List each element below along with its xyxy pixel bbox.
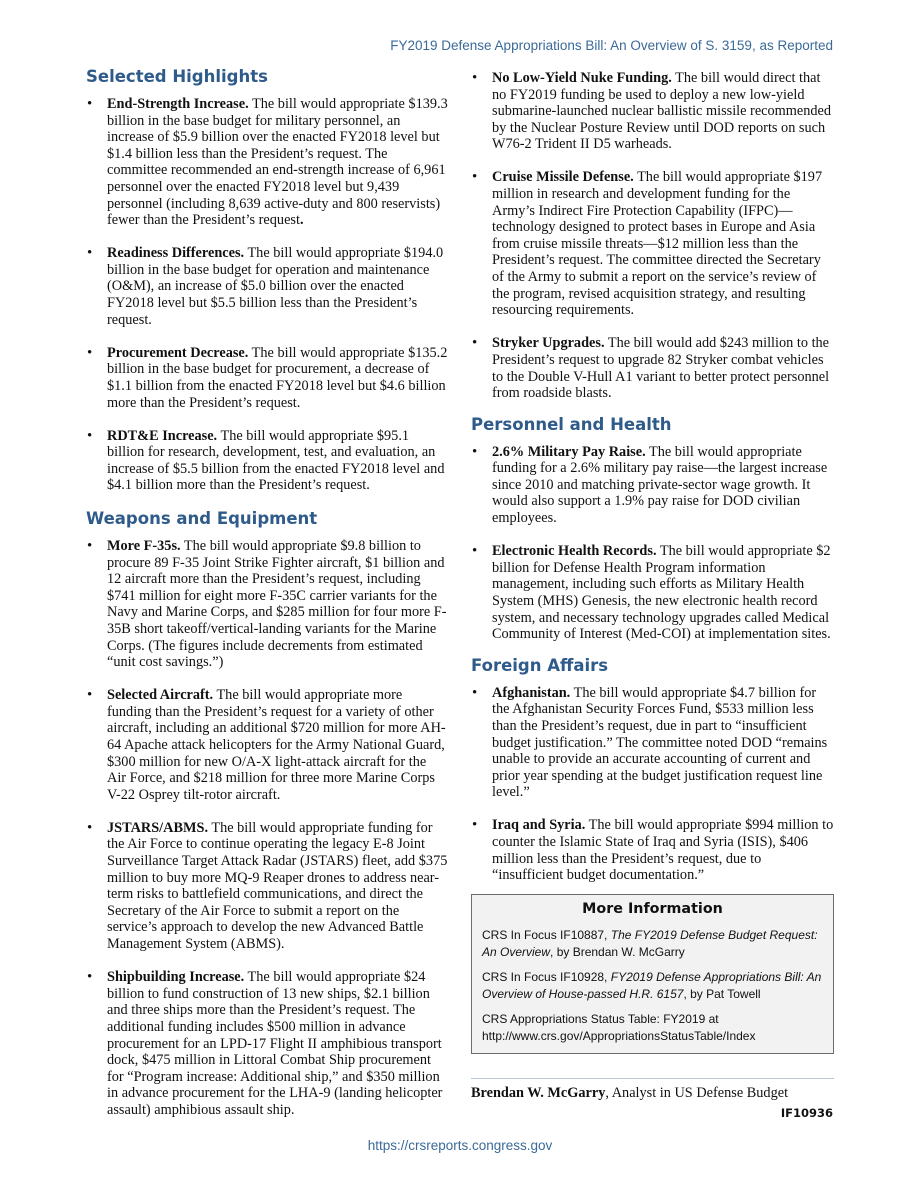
item-text: The bill would appropriate $2 billion for Defense Health Program information management, including such efforts as Military Health System (MHS) Genesis, the new electronic health record system, and necessary technology upgrades called Medical Community of Interest (Med-COI) at implementation sites. (492, 543, 831, 643)
list-item (471, 444, 834, 527)
item-text: The bill would appropriate $4.7 billion for the Afghanistan Security Forces Fund, $533 million less than the President’s request, due in part to “insufficient budget justification.” The committee noted DOD “remains unable to provide an accurate accounting of current and prior year spending at the budget justification request line level.” (492, 684, 828, 801)
info-line: CRS Appropriations Status Table: FY2019 at (482, 1011, 719, 1026)
item-title: Electronic Health Records. (492, 543, 657, 560)
info-prefix: CRS In Focus IF10928, (482, 969, 611, 984)
list-item (86, 428, 448, 494)
author-divider (471, 1078, 834, 1079)
author-name: Brendan W. McGarry (471, 1084, 606, 1101)
info-suffix: , by Brendan W. McGarry (550, 944, 685, 959)
weapons-list (86, 538, 448, 1119)
list-item (471, 335, 834, 401)
info-entry (482, 969, 823, 1003)
document-id: IF10936 (780, 1106, 833, 1120)
more-information-heading: More Information (582, 900, 723, 917)
item-text: The bill would appropriate $135.2 billion in the base budget for procurement, a decrease of $1.1 billion from the enacted FY2018 level but $4.6 billion more than the President’s request. (107, 344, 448, 411)
list-item (86, 820, 448, 953)
author-role: , Analyst in US Defense Budget (605, 1084, 789, 1101)
item-text: The bill would add $243 million to the President’s request to upgrade 82 Stryker combat vehicles to the Double V-Hull A1 variant to better protect personnel from roadside blasts. (492, 335, 830, 402)
item-title: End-Strength Increase. (107, 96, 249, 112)
highlights-list (86, 96, 448, 494)
list-item (471, 685, 834, 801)
list-item (471, 543, 834, 643)
info-suffix: , by Pat Towell (683, 986, 761, 1001)
item-text: The bill would appropriate $197 million in research and development funding for the Army’s Indirect Fire Protection Capability (IFPC)—technology designed to protect bases in Europe and Asia from cruise missile threats—$12 million less than the President’s request. The committee directed the Secretary of the Army to submit a report on the service’s review of the program, revised acquisition strategy, and resulting resourcing requirements. (492, 169, 823, 319)
section-heading-weapons-equipment: Weapons and Equipment (86, 508, 318, 528)
list-item (86, 538, 448, 671)
appropriations-status-link[interactable]: http://www.crs.gov/AppropriationsStatusTable/Index (482, 1028, 756, 1043)
list-item (471, 817, 834, 883)
info-title: FY2019 Defense Appropriations Bill: An Overview of House-passed H.R. 6157 (482, 969, 822, 1001)
item-text: The bill would appropriate $139.3 billion in the base budget for military personnel, an increase of $5.9 billion over the enacted FY2018 level but $1.4 billion less than the President’s request. The committee recommended an end-strength increase of 6,961 personnel over the enacted FY2018 level but 9,439 personnel (including 8,639 active-duty and 800 reservists) fewer than the President’s request (107, 96, 448, 229)
author-line (471, 1085, 834, 1102)
list-item (86, 687, 448, 803)
info-entry (482, 1011, 823, 1045)
item-title: Selected Aircraft. (107, 687, 214, 704)
info-entry (482, 927, 823, 961)
item-title: More F-35s. (107, 537, 181, 554)
info-prefix: CRS In Focus IF10887, (482, 927, 611, 942)
item-text: The bill would appropriate funding for the Air Force to continue operating the legacy E-8 Joint Surveillance Target Attack Radar (JSTARS) fleet, add $375 million to buy more MQ-9 Reaper drones to address near-term risks to battlefield communications, and direct the Secretary of the Air Force to submit a report on the service’s approach to develop the new Advanced Battle Management System (ABMS). (107, 819, 448, 953)
list-item (86, 969, 448, 1118)
section-heading-foreign-affairs: Foreign Affairs (471, 655, 609, 675)
item-title: Readiness Differences. (107, 245, 245, 262)
running-header: FY2019 Defense Appropriations Bill: An Overview of S. 3159, as Reported (390, 38, 833, 53)
item-title: Cruise Missile Defense. (492, 169, 634, 186)
list-item (86, 96, 448, 229)
weapons-continued-list (471, 70, 834, 402)
list-item (471, 169, 834, 318)
item-title: Shipbuilding Increase. (107, 969, 245, 986)
personnel-list (471, 444, 834, 643)
right-column (471, 70, 834, 1102)
item-text: The bill would appropriate $95.1 billion for research, development, test, and evaluation, an increase of $5.5 billion from the enacted FY2018 level and $4.1 billion more than the President’s request. (107, 427, 445, 494)
foreign-list (471, 685, 834, 884)
info-title: The FY2019 Defense Budget Request: An Overview (482, 927, 818, 959)
item-text: The bill would appropriate more funding than the President’s request for a variety of other aircraft, including an additional $720 million for more AH-64 Apache attack helicopters for the Army National Guard, $300 million for new O/A-X light-attack aircraft for the Air Force, and $218 million for three more Marine Corps V-22 Osprey tilt-rotor aircraft. (107, 687, 446, 803)
item-text: The bill would appropriate $194.0 billion in the base budget for operation and maintenance (O&M), an increase of $5.0 billion over the enacted FY2018 level but $5.5 billion less than the President’s request. (107, 245, 444, 328)
item-text: The bill would direct that no FY2019 funding be used to deploy a new low-yield submarine-launched nuclear ballistic missile recommended by the Nuclear Posture Review until DOD reports on such W76-2 Trident II D5 warheads. (492, 70, 832, 153)
more-information-box (471, 894, 834, 1054)
item-title: No Low-Yield Nuke Funding. (492, 70, 672, 86)
item-title: Procurement Decrease. (107, 344, 249, 361)
item-title: Stryker Upgrades. (492, 335, 605, 352)
item-title: Iraq and Syria. (492, 817, 586, 834)
footer-url[interactable]: https://crsreports.congress.gov (367, 1138, 553, 1153)
section-heading-personnel-health: Personnel and Health (471, 414, 672, 434)
item-tail: . (299, 212, 304, 229)
item-title: Afghanistan. (492, 684, 571, 701)
list-item (86, 345, 448, 411)
list-item (471, 70, 834, 153)
item-text: The bill would appropriate $994 million to counter the Islamic State of Iraq and Syria (ISIS), $406 million less than the President’s request, due to “insufficient budget documentation.” (492, 817, 834, 884)
item-title: JSTARS/ABMS. (107, 819, 209, 836)
item-title: RDT&E Increase. (107, 427, 218, 444)
item-text: The bill would appropriate $24 billion to fund construction of 13 new ships, $2.1 billion and three ships more than the President’s request. The additional funding includes $500 million in advance procurement for an LPD-17 Flight II amphibious transport dock, $475 million in Littoral Combat Ship procurement for “Program increase: Additional ship,” and $350 million in advance procurement for the LHA-9 (landing helicopter assault) amphibious assault ship. (107, 969, 443, 1118)
item-title: 2.6% Military Pay Raise. (492, 443, 646, 460)
item-text: The bill would appropriate funding for a 2.6% military pay raise—the largest increase since 2010 and matching private-sector wage growth. It would also support a 1.9% pay raise for DOD civilian employees. (492, 443, 828, 527)
left-column (86, 66, 448, 1135)
section-heading-selected-highlights: Selected Highlights (86, 67, 268, 86)
list-item (86, 245, 448, 328)
item-text: The bill would appropriate $9.8 billion to procure 89 F-35 Joint Strike Fighter aircraft, $1 billion and 12 aircraft more than the President’s request, including $741 million for eight more F-35C carrier variants for the Navy and Marine Corps, and $285 million for four more F-35B short takeoff/vertical-landing variants for the Marine Corps. (The figures include decrements from estimated “unit cost savings.”) (107, 537, 447, 671)
